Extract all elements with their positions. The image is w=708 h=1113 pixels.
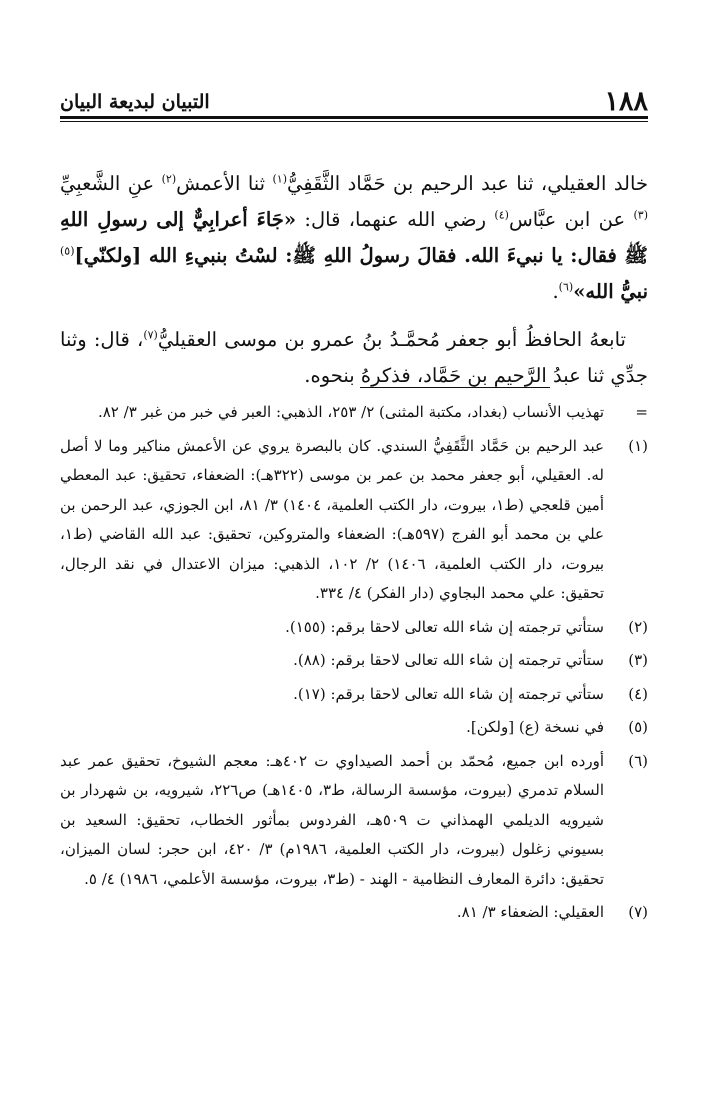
footnote-text: أورده ابن جميع، مُحمّد بن أحمد الصيداوي ت ٤٠٢هـ: معجم الشيوخ، تحقيق عمر عبد السلام تدمري (بيروت، مؤسسة الرسالة، ط٣، ١٤٠٥هـ) ص٢٢٦، شيرويه، بن شهردار بن شيرويه الديلمي الهمذاني ت ٥٠٩هـ، الفردوس بمأثور الخطاب، تحقيق: السعيد بن بسيوني زغلول (بيروت، دار الكتب العلمية، ١٩٨٦م) ٣/ ٤٢٠، ابن حجر: لسان الميزان، تحقيق: دائرة المعارف النظامية - الهند - (ط٣، بيروت، مؤسسة الأعلمي، ١٩٨٦) ٤/ ٥. xyxy=(60,751,605,888)
footnote-5 xyxy=(60,713,648,743)
text-segment: عنِ الشَّعبِيِّ xyxy=(60,172,162,195)
footnote-ref-2[interactable]: (٢) xyxy=(161,172,177,186)
footnote-7 xyxy=(60,898,648,928)
footnote-text: العقيلي: الضعفاء ٣/ ٨١. xyxy=(456,903,604,921)
footnote-ref-5[interactable]: (٥) xyxy=(60,244,75,258)
header-rule-thick xyxy=(60,116,648,119)
footnotes xyxy=(60,398,648,928)
footnote-2 xyxy=(60,613,648,643)
footnote-4 xyxy=(60,680,648,710)
text-segment: رضي الله عنهما، قال: xyxy=(296,208,495,231)
footnote-mark: (٦) xyxy=(628,751,648,770)
footnote-ref-4[interactable]: (٤) xyxy=(494,208,509,222)
footnote-mark: (٣) xyxy=(628,651,648,669)
text-segment: عن ابن عبَّاس xyxy=(508,208,634,231)
page-number: ١٨٨ xyxy=(604,86,648,117)
main-text xyxy=(60,166,648,394)
hadith-text: «جَاءَ أعرابِيٌّ إلى رسولِ اللهِ ﷺ فقال: يا نبيءَ الله. فقالَ رسولُ اللهِ ﷺ: لسْتُ بنبيءِ الله [ولكنّي] xyxy=(60,208,648,267)
hadith-text-end: نبيُّ الله» xyxy=(573,280,648,303)
footnote-text: ستأتي ترجمته إن شاء الله تعالى لاحقا برقم: (٨٨). xyxy=(293,651,604,669)
footnote-ref-7[interactable]: (٧) xyxy=(143,328,158,342)
footnote-ref-6[interactable]: (٦) xyxy=(558,280,574,294)
footnote-mark: (٧) xyxy=(628,903,648,921)
footnote-text: ستأتي ترجمته إن شاء الله تعالى لاحقا برقم: (١٧). xyxy=(293,684,604,703)
text-segment: ثنا الأعمش xyxy=(176,172,273,195)
text-segment: تابعهُ الحافظُ أبو جعفر مُحمَّـدُ بنُ عمرو بن موسى العقيليُّ xyxy=(157,328,626,351)
footnote-ref-1[interactable]: (١) xyxy=(272,172,287,186)
footnote-6 xyxy=(60,747,648,895)
footnote-text: في نسخة (ع) [ولكن]. xyxy=(466,718,604,736)
footnote-mark: (٤) xyxy=(628,684,648,703)
text-segment: ، قال: وثنا جدِّي ثنا عبدُ الرَّحيم بن حَمَّاد، فذكرهُ بنحوه. xyxy=(60,328,648,387)
footnote-text: ستأتي ترجمته إن شاء الله تعالى لاحقا برقم: (١٥٥). xyxy=(285,617,604,636)
running-title: التبيان لبديعة البيان xyxy=(60,91,210,113)
footnote-separator xyxy=(360,387,550,388)
footnote-text: تهذيب الأنساب (بغداد، مكتبة المثنى) ٢/ ٢٥٣، الذهبي: العبر في خبر من غبر ٣/ ٨٢. xyxy=(97,403,604,421)
footnote-3 xyxy=(60,646,648,676)
paragraph-2 xyxy=(60,322,648,394)
text-segment: خالد العقيلي، ثنا عبد الرحيم بن حَمَّاد الثَّقَفِيُّ xyxy=(287,172,648,195)
footnote-mark: (١) xyxy=(628,436,648,455)
footnote-mark: = xyxy=(635,403,648,421)
paragraph-1 xyxy=(60,166,648,310)
footnote-text: عبد الرحيم بن حَمَّاد الثَّقَفِيُّ السندي. كان بالبصرة يروي عن الأعمش مناكير وما لا أصل له. العقيلي، أبو جعفر محمد بن عمر بن موسى (٣٢٢هـ): الضعفاء، تحقيق: عبد المعطي أمين قلعجي (ط١، بيروت، دار الكتب العلمية، ١٤٠٤) ٣/ ٨١، ابن الجوزي، عبد الرحمن بن علي بن محمد أبو الفرج (٥٩٧هـ): الضعفاء والمتروكين، تحقيق: عبد الله القاضي (ط١، بيروت، دار الكتب العلمية، ١٤٠٦) ٢/ ١٠٢، الذهبي: ميزان الاعتدال في نقد الرجال، تحقيق: علي محمد البجاوي (دار الفكر) ٤/ ٣٣٤. xyxy=(60,436,605,602)
footnote-ref-3[interactable]: (٣) xyxy=(633,208,649,222)
footnote-continued xyxy=(60,398,648,428)
footnote-mark: (٥) xyxy=(628,718,648,736)
footnote-1 xyxy=(60,432,648,609)
text-segment: . xyxy=(552,280,559,303)
footnote-mark: (٢) xyxy=(628,617,648,636)
header-rule-thin xyxy=(60,121,648,122)
